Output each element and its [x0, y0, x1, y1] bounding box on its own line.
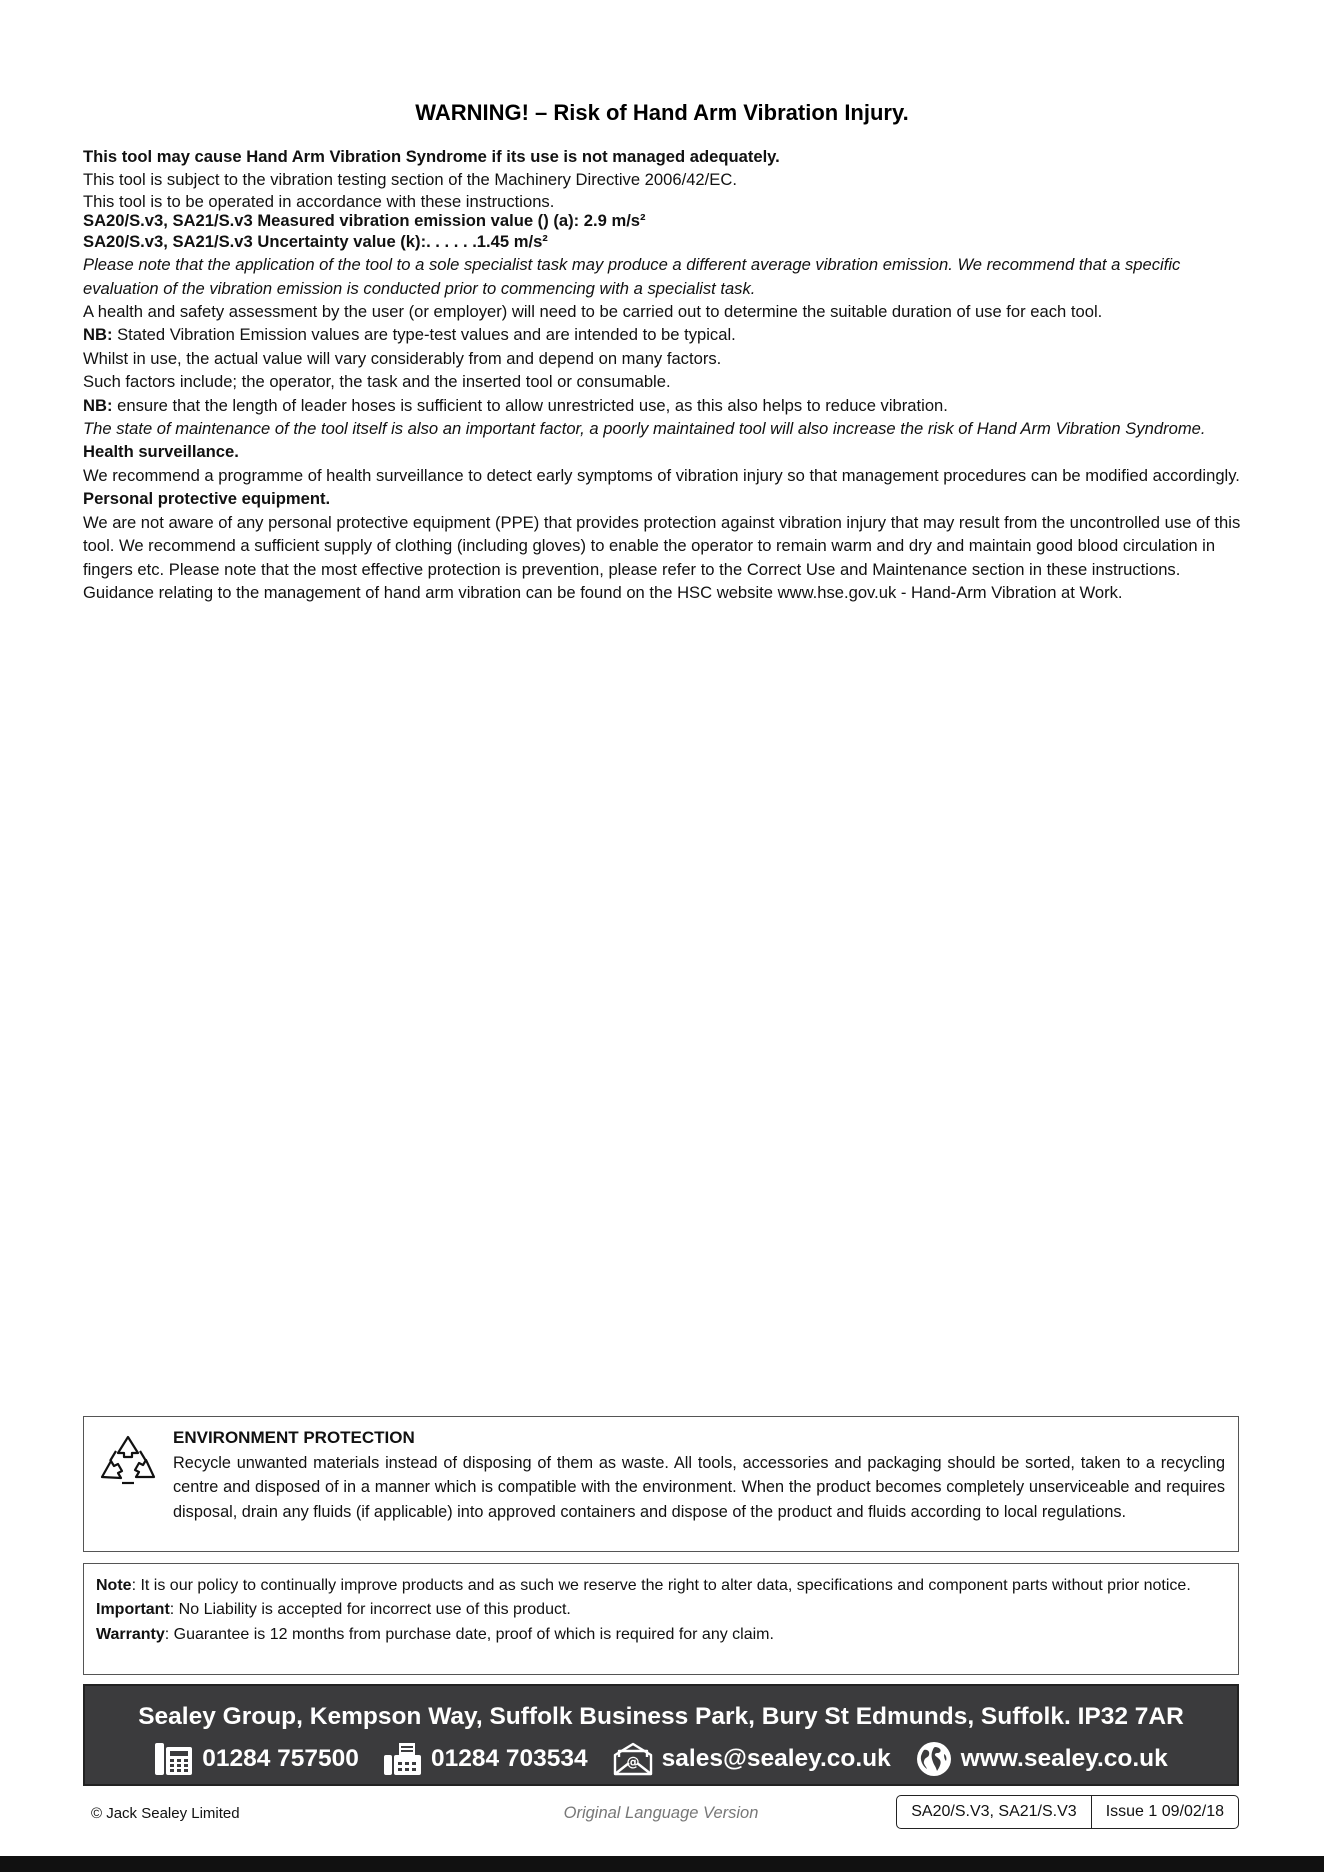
notes-box: [83, 1563, 1239, 1675]
nb-label: NB:: [83, 395, 113, 415]
document-reference-box: [896, 1795, 1239, 1829]
email-icon: [612, 1741, 654, 1777]
uncertainty-value: SA20/S.v3, SA21/S.v3 Uncertainty value (k):. . . . . .1.45 m/s²: [83, 231, 548, 251]
important-label: Important: [96, 1601, 170, 1619]
important-note: [96, 1598, 1226, 1622]
copyright-text: © Jack Sealey Limited: [91, 1805, 240, 1822]
operate-statement: This tool is to be operated in accordance with these instructions.: [83, 191, 555, 211]
intro-statement: This tool may cause Hand Arm Vibration Syndrome if its use is not managed adequately.: [83, 147, 780, 166]
environment-title: ENVIRONMENT PROTECTION: [173, 1428, 415, 1447]
nb-label: NB:: [83, 325, 113, 345]
nb-text: ensure that the length of leader hoses is sufficient to allow unrestricted use, as this also helps to reduce vibration.: [112, 395, 948, 415]
directive-statement: This tool is subject to the vibration testing section of the Machinery Directive 2006/42/EC.: [83, 170, 737, 190]
warranty-note: [96, 1623, 1226, 1647]
phone-icon: [154, 1741, 194, 1777]
factors-statement: Such factors include; the operator, the task and the inserted tool or consumable.: [83, 372, 671, 392]
contact-bar: [83, 1684, 1239, 1786]
page-title: WARNING! – Risk of Hand Arm Vibration Injury.: [415, 100, 909, 125]
nb-text: Stated Vibration Emission values are type-test values and are intended to be typical.: [112, 325, 736, 345]
contact-row: [85, 1740, 1237, 1778]
email-contact[interactable]: [612, 1741, 891, 1777]
environment-text-block: [173, 1426, 1225, 1524]
fax-number: 01284 703534: [430, 1745, 588, 1772]
health-heading: Health surveillance.: [83, 442, 239, 462]
page-footer: [83, 1795, 1239, 1829]
phone-number: 01284 757500: [202, 1745, 359, 1772]
note-text: : It is our policy to continually improve products and as such we reserve the right to alter data, specifications and component parts without prior notice.: [131, 1577, 1191, 1594]
issue-date: Issue 1 09/02/18: [1091, 1796, 1238, 1828]
emission-value: SA20/S.v3, SA21/S.v3 Measured vibration emission value () (a): 2.9 m/s²: [83, 210, 646, 230]
bottom-border: [0, 1856, 1324, 1872]
recycle-icon: [96, 1431, 160, 1495]
original-language-label: Original Language Version: [563, 1804, 759, 1822]
nb-typical: [83, 323, 1243, 346]
health-text: We recommend a programme of health surveillance to detect early symptoms of vibration injury so that management procedures can be modified accordingly.: [83, 465, 1240, 485]
specialist-note: Please note that the application of the tool to a sole specialist task may produce a different average vibration emission. We recommend that a specific evaluation of the vibration emission is conducted prior to commencing with a specialist task.: [83, 255, 1181, 298]
environment-protection-box: [83, 1416, 1239, 1552]
phone-contact[interactable]: [154, 1741, 359, 1777]
fax-contact[interactable]: [383, 1741, 588, 1777]
website-contact[interactable]: [915, 1740, 1168, 1778]
ppe-heading: Personal protective equipment.: [83, 489, 331, 509]
model-reference: SA20/S.V3, SA21/S.V3: [911, 1803, 1077, 1820]
warranty-label: Warranty: [96, 1625, 165, 1643]
environment-text: Recycle unwanted materials instead of disposing of them as waste. All tools, accessories and packaging should be sorted, taken to a recycling centre and disposed of in a manner which is compatible with the environment. When the product becomes completely unserviceable and requires disposal, drain any fluids (if applicable) into approved containers and dispose of the product and fluids according to local regulations.: [173, 1453, 1225, 1521]
ppe-text: We are not aware of any personal protective equipment (PPE) that provides protection against vibration injury that may result from the uncontrolled use of this tool. We recommend a sufficient supply of clothing (including gloves) to enable the operator to remain warm and dry and maintain good blood circulation in fingers etc. Please note that the most effective protection is prevention, please refer to the Correct Use and Maintenance section in these instructions. Guidance relating to the management of hand arm vibration can be found on the HSC website www.hse.gov.uk - Hand-Arm Vibration at Work.: [83, 512, 1241, 602]
whilst-statement: Whilst in use, the actual value will vary considerably from and depend on many factors.: [83, 348, 722, 368]
important-text: : No Liability is accepted for incorrect use of this product.: [169, 1601, 571, 1619]
company-address: Sealey Group, Kempson Way, Suffolk Business Park, Bury St Edmunds, Suffolk. IP32 7AR: [138, 1703, 1184, 1730]
warranty-text: : Guarantee is 12 months from purchase date, proof of which is required for any claim.: [164, 1625, 774, 1643]
policy-note: [96, 1574, 1226, 1598]
note-label: Note: [96, 1577, 132, 1594]
warning-section: [83, 145, 1243, 604]
nb-hoses: [83, 394, 1243, 417]
assessment-statement: A health and safety assessment by the user (or employer) will need to be carried out to determine the suitable duration of use for each tool.: [83, 302, 1103, 322]
website-address: www.sealey.co.uk: [960, 1745, 1168, 1772]
email-address: sales@sealey.co.uk: [661, 1745, 891, 1772]
maintenance-note: The state of maintenance of the tool itself is also an important factor, a poorly maintained tool will also increase the risk of Hand Arm Vibration Syndrome.: [83, 419, 1206, 439]
svg-text:@: @: [626, 1755, 640, 1770]
fax-icon: [383, 1741, 423, 1777]
globe-icon: [915, 1740, 953, 1778]
